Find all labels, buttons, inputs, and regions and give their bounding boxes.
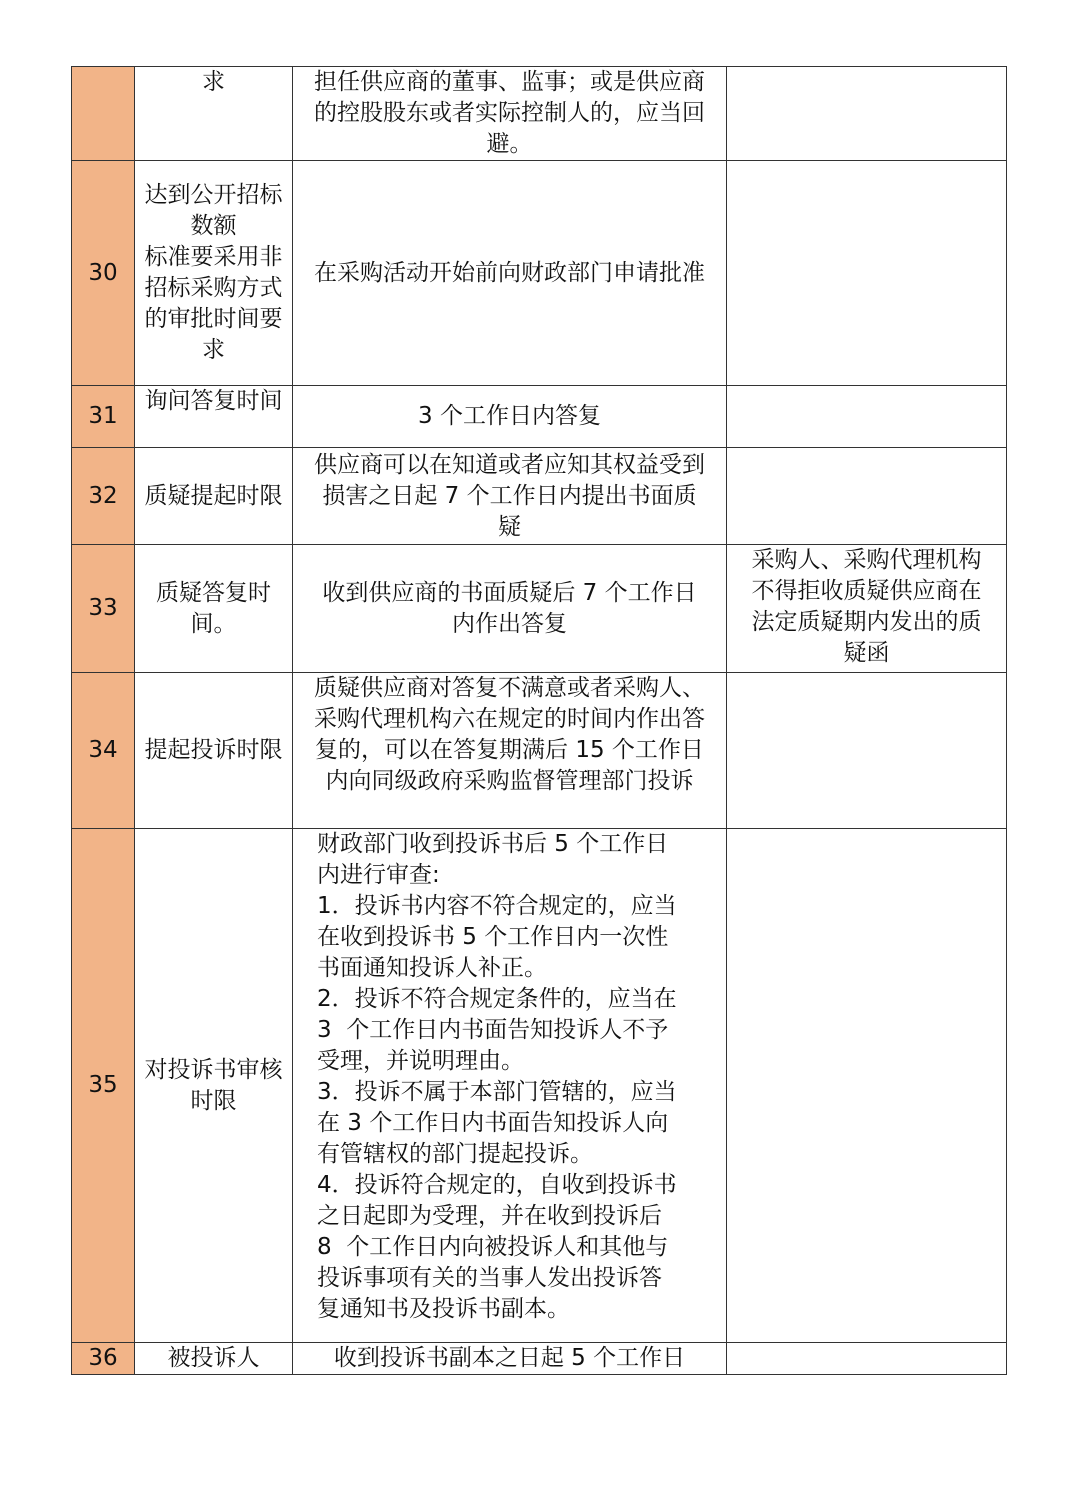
item-name-line: 质疑答复时 — [156, 579, 271, 606]
content-cell-line: 收到投诉书副本之日起 5 个工作日 — [333, 1345, 686, 1371]
content-cell-line: 在收到投诉书 5 个工作日内一次性 — [317, 924, 669, 950]
content-cell — [293, 448, 727, 545]
content-cell-line: 在 3 个工作日内书面告知投诉人向 — [317, 1110, 669, 1136]
row-number: 34 — [72, 673, 135, 829]
note-cell-line: 法定质疑期内发出的质 — [751, 609, 982, 635]
content-cell-line: 担任供应商的董事、监事；或是供应商 — [314, 69, 705, 95]
content-cell — [293, 673, 727, 829]
row-number: 30 — [72, 161, 135, 386]
note-cell — [727, 386, 1007, 448]
table-row — [72, 545, 1007, 673]
table-row — [72, 673, 1007, 829]
content-cell-line: 4．投诉符合规定的，自收到投诉书 — [317, 1172, 677, 1198]
table-row — [72, 829, 1007, 1343]
content-cell — [293, 386, 727, 448]
item-name-line: 间。 — [190, 610, 237, 637]
note-cell — [727, 1343, 1007, 1375]
item-name-line: 询问答复时间 — [144, 388, 283, 414]
row-number — [72, 67, 135, 161]
content-cell-line: 内作出答复 — [452, 610, 567, 637]
content-cell-line: 内向同级政府采购监督管理部门投诉 — [325, 768, 694, 794]
content-cell-line: 8 个工作日内向被投诉人和其他与 — [317, 1234, 669, 1260]
content-cell — [293, 161, 727, 386]
table-row — [72, 67, 1007, 161]
item-name — [135, 1343, 293, 1375]
table-row — [72, 386, 1007, 448]
table-row — [72, 161, 1007, 386]
item-name-line: 招标采购方式 — [144, 275, 283, 301]
row-number: 31 — [72, 386, 135, 448]
content-cell-line: 疑 — [498, 513, 521, 540]
item-name — [135, 386, 293, 448]
content-cell-line: 采购代理机构六在规定的时间内作出答 — [314, 706, 705, 732]
note-cell — [727, 67, 1007, 161]
content-cell-line: 复的，可以在答复期满后 15 个工作日 — [315, 737, 704, 763]
item-name-line: 达到公开招标 — [144, 182, 283, 208]
content-cell-line: 有管辖权的部门提起投诉。 — [317, 1141, 593, 1167]
row-number: 32 — [72, 448, 135, 545]
content-cell-line: 质疑供应商对答复不满意或者采购人、 — [314, 675, 705, 701]
content-cell-line: 3 个工作日内书面告知投诉人不予 — [317, 1017, 669, 1043]
content-cell-line: 2．投诉不符合规定条件的，应当在 — [317, 986, 677, 1012]
content-cell-line: 投诉事项有关的当事人发出投诉答 — [317, 1265, 662, 1291]
item-name — [135, 673, 293, 829]
row-number: 36 — [72, 1343, 135, 1375]
content-cell-line: 3．投诉不属于本部门管辖的，应当 — [317, 1079, 677, 1105]
content-cell-line: 3 个工作日内答复 — [418, 403, 601, 429]
item-name-line: 求 — [202, 69, 225, 95]
regulation-table — [71, 66, 1007, 1375]
row-number: 33 — [72, 545, 135, 673]
content-cell — [293, 829, 727, 1343]
content-cell-line: 避。 — [486, 131, 533, 157]
table-row — [72, 1343, 1007, 1375]
item-name-line: 对投诉书审核 — [144, 1056, 283, 1083]
note-cell — [727, 829, 1007, 1343]
row-number: 35 — [72, 829, 135, 1343]
item-name-line: 标准要采用非 — [144, 244, 283, 270]
item-name — [135, 545, 293, 673]
content-cell-line: 内进行审查: — [317, 862, 440, 888]
note-cell — [727, 161, 1007, 386]
content-cell — [293, 1343, 727, 1375]
content-cell — [293, 67, 727, 161]
note-cell — [727, 448, 1007, 545]
content-cell-line: 供应商可以在知道或者应知其权益受到 — [314, 451, 705, 478]
note-cell-line: 不得拒收质疑供应商在 — [751, 578, 982, 604]
content-cell-line: 复通知书及投诉书副本。 — [317, 1296, 570, 1322]
item-name-line: 被投诉人 — [167, 1345, 260, 1371]
item-name — [135, 448, 293, 545]
content-cell-line: 书面通知投诉人补正。 — [317, 955, 547, 981]
note-cell-line: 采购人、采购代理机构 — [751, 547, 982, 573]
item-name — [135, 829, 293, 1343]
content-cell-line: 之日起即为受理，并在收到投诉后 — [317, 1203, 662, 1229]
item-name-line: 数额 — [190, 213, 237, 239]
content-cell-line: 受理，并说明理由。 — [317, 1048, 524, 1074]
item-name-line: 提起投诉时限 — [144, 737, 283, 763]
note-cell — [727, 673, 1007, 829]
content-cell-line: 1．投诉书内容不符合规定的，应当 — [317, 893, 677, 919]
item-name-line: 质疑提起时限 — [144, 482, 283, 509]
content-cell-line: 损害之日起 7 个工作日内提出书面质 — [322, 482, 697, 509]
item-name — [135, 67, 293, 161]
note-cell — [727, 545, 1007, 673]
content-cell-line: 财政部门收到投诉书后 5 个工作日 — [317, 831, 669, 857]
item-name-line: 求 — [202, 337, 225, 363]
item-name-line: 的审批时间要 — [144, 306, 283, 332]
table-row — [72, 448, 1007, 545]
content-cell-line: 在采购活动开始前向财政部门申请批准 — [314, 259, 705, 286]
content-cell — [293, 545, 727, 673]
content-cell-line: 收到供应商的书面质疑后 7 个工作日 — [322, 579, 697, 606]
item-name — [135, 161, 293, 386]
item-name-line: 时限 — [190, 1087, 237, 1114]
content-cell-line: 的控股股东或者实际控制人的，应当回 — [314, 100, 705, 126]
note-cell-line: 疑函 — [843, 640, 890, 666]
